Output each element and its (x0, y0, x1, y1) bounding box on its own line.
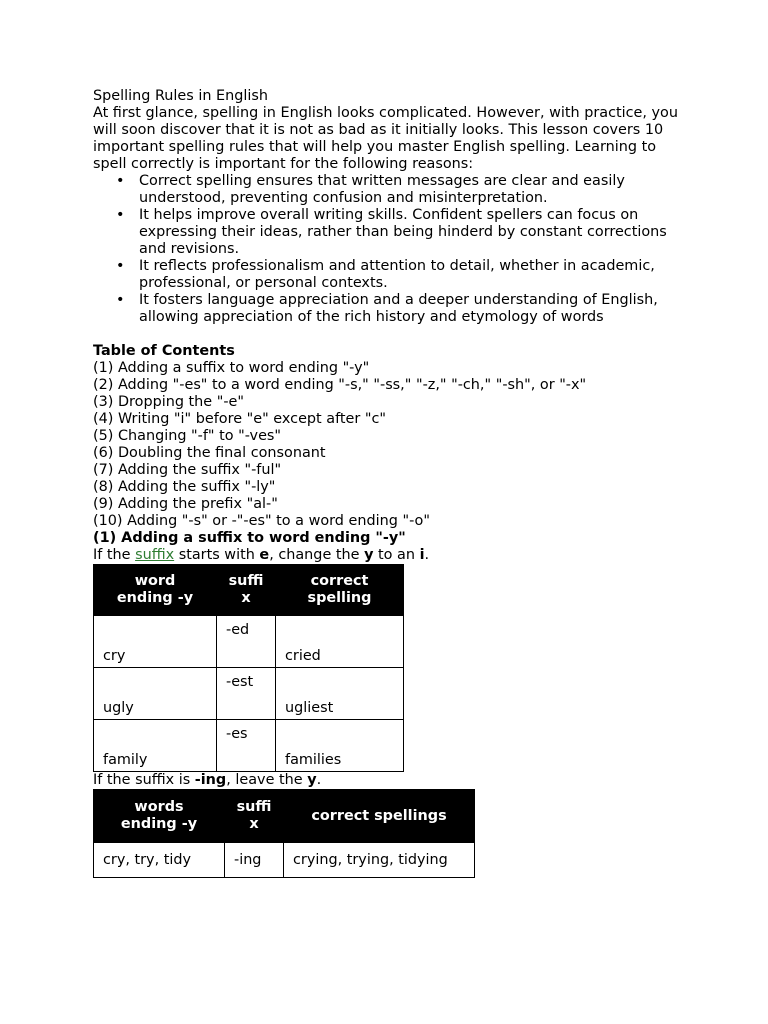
toc-item: (3) Dropping the "-e" (93, 394, 245, 410)
table-cell: ugly (94, 668, 217, 720)
table-cell: ugliest (276, 668, 404, 720)
table-header-row (94, 790, 475, 843)
table-row (94, 843, 475, 878)
table-cell: -ing (225, 843, 284, 878)
table-row (94, 616, 404, 668)
suffix-y-table (93, 564, 404, 772)
reasons-list (93, 173, 693, 326)
intro-paragraph: At first glance, spelling in English looks complicated. However, with practice, you will soon discover that it is not as bad as it initially looks. This lesson covers 10 important spelling rules that will help you master English spelling. Learning to spell correctly is important for the following reasons: (93, 105, 678, 172)
column-header: word ending -y (94, 565, 217, 616)
table-cell: cry, try, tidy (94, 843, 225, 878)
toc-item: (7) Adding the suffix "-ful" (93, 462, 282, 478)
reason-item: • It fosters language appreciation and a deeper understanding of English, allowing appreciation of the rich history and etymology of words (139, 292, 679, 326)
rule-text: If the suffix is -ing, leave the y. (93, 772, 322, 788)
toc-item: (1) Adding a suffix to word ending "-y" (93, 360, 370, 376)
column-header: suffi x (225, 790, 284, 843)
table-cell: crying, trying, tidying (284, 843, 475, 878)
reason-item: • It reflects professionalism and attention to detail, whether in academic, professional, or personal contexts. (139, 258, 679, 292)
table-cell: family (94, 720, 217, 772)
table-of-contents (93, 360, 693, 530)
table-row (94, 668, 404, 720)
column-header: correct spellings (284, 790, 475, 843)
toc-item: (10) Adding "-s" or -"-es" to a word ending "-o" (93, 513, 430, 529)
suffix-link[interactable]: suffix (135, 547, 175, 563)
column-header: words ending -y (94, 790, 225, 843)
table-cell: families (276, 720, 404, 772)
toc-item: (4) Writing "i" before "e" except after "c" (93, 411, 387, 427)
section-heading: (1) Adding a suffix to word ending "-y" (93, 530, 406, 546)
toc-item: (9) Adding the prefix "al-" (93, 496, 278, 512)
rule-text: If the suffix starts with e, change the y to an i. (93, 547, 430, 563)
toc-heading: Table of Contents (93, 343, 235, 359)
table-cell: -ed (217, 616, 276, 668)
toc-item: (5) Changing "-f" to "-ves" (93, 428, 282, 444)
toc-item: (2) Adding "-es" to a word ending "-s," "-ss," "-z," "-ch," "-sh", or "-x" (93, 377, 587, 393)
table-row (94, 720, 404, 772)
reason-item: • Correct spelling ensures that written messages are clear and easily understood, preventing confusion and misinterpretation. (139, 173, 679, 207)
spacer (93, 326, 693, 343)
document-title: Spelling Rules in English (93, 88, 268, 104)
column-header: suffi x (217, 565, 276, 616)
table-cell: cried (276, 616, 404, 668)
toc-item: (6) Doubling the final consonant (93, 445, 326, 461)
table-cell: -est (217, 668, 276, 720)
table-cell: -es (217, 720, 276, 772)
reason-item: • It helps improve overall writing skills. Confident spellers can focus on expressing their ideas, rather than being hinderd by constant corrections and revisions. (139, 207, 679, 258)
suffix-ing-table (93, 789, 475, 878)
document-page (93, 88, 693, 878)
column-header: correct spelling (276, 565, 404, 616)
table-cell: cry (94, 616, 217, 668)
table-header-row (94, 565, 404, 616)
toc-item: (8) Adding the suffix "-ly" (93, 479, 276, 495)
